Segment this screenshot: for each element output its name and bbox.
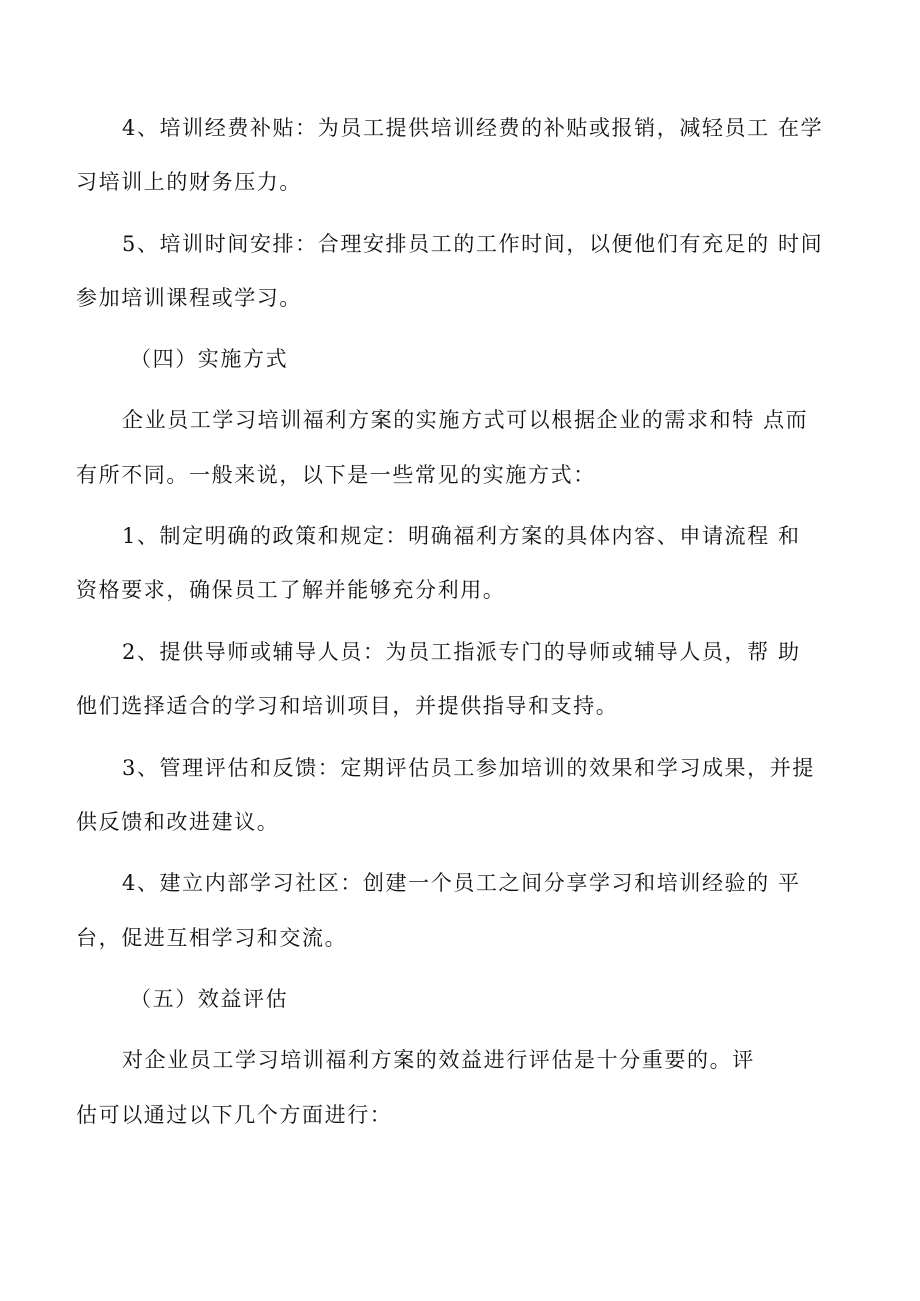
paragraph-training-subsidy-line2: 习培训上的财务压力。 xyxy=(76,170,302,194)
paragraph-training-schedule-line1: 5、培训时间安排：合理安排员工的工作时间，以便他们有充足的 时间 xyxy=(122,232,824,256)
paragraph-evaluation-feedback-line1: 3、管理评估和反馈：定期评估员工参加培训的效果和学习成果，并提 xyxy=(122,756,815,780)
paragraph-learning-community-line1: 4、建立内部学习社区：创建一个员工之间分享学习和培训经验的 平 xyxy=(122,871,801,895)
section-heading-benefit-evaluation: （五）效益评估 xyxy=(130,987,289,1011)
paragraph-training-schedule-line2: 参加培训课程或学习。 xyxy=(76,286,302,310)
paragraph-implementation-intro-line1: 企业员工学习培训福利方案的实施方式可以根据企业的需求和特 点而 xyxy=(122,408,809,432)
paragraph-evaluation-feedback-line2: 供反馈和改进建议。 xyxy=(76,810,280,834)
paragraph-policy-line2: 资格要求，确保员工了解并能够充分利用。 xyxy=(76,578,506,602)
paragraph-policy-line1: 1、制定明确的政策和规定：明确福利方案的具体内容、申请流程 和 xyxy=(122,524,801,548)
paragraph-learning-community-line2: 台，促进互相学习和交流。 xyxy=(76,926,348,950)
paragraph-mentor-line1: 2、提供导师或辅导人员：为员工指派专门的导师或辅导人员，帮 助 xyxy=(122,640,801,664)
paragraph-benefit-evaluation-line2: 估可以通过以下几个方面进行： xyxy=(76,1103,393,1127)
paragraph-implementation-intro-line2: 有所不同。一般来说，以下是一些常见的实施方式： xyxy=(76,463,596,487)
section-heading-implementation: （四）实施方式 xyxy=(130,347,289,371)
paragraph-mentor-line2: 他们选择适合的学习和培训项目，并提供指导和支持。 xyxy=(76,694,619,718)
paragraph-benefit-evaluation-line1: 对企业员工学习培训福利方案的效益进行评估是十分重要的。评 xyxy=(122,1048,755,1072)
paragraph-training-subsidy-line1: 4、培训经费补贴：为员工提供培训经费的补贴或报销，减轻员工 在学 xyxy=(122,116,824,140)
